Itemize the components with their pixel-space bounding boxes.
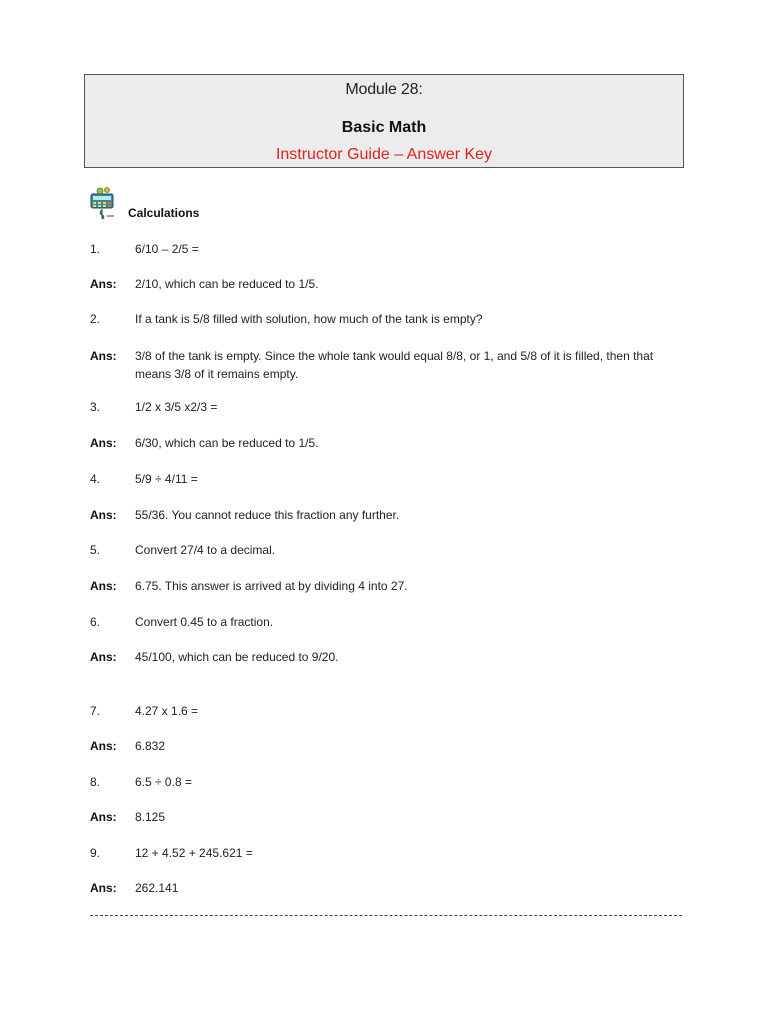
answer-text: 262.141 [135,881,179,895]
answer-text: 6.75. This answer is arrived at by dividing 4 into 27. [135,579,408,593]
module-number: Module 28: [345,81,423,98]
calculator-money-icon [88,186,122,220]
question-number: 8. [90,775,101,789]
document-title: Basic Math [341,119,427,136]
dashed-divider [90,915,682,916]
answer-text: 2/10, which can be reduced to 1/5. [135,277,319,291]
question-text: 6/10 – 2/5 = [135,242,199,256]
module-header-box [84,74,684,168]
question-number: 5. [90,543,101,557]
answer-text: 6.832 [135,739,166,753]
question-text: 4.27 x 1.6 = [135,704,199,718]
answer-label: Ans: [90,508,117,522]
answer-text: 3/8 of the tank is empty. Since the whole tank would equal 8/8, or 1, and 5/8 of it is filled, then that means 3/8 of it remains empty. [135,349,654,381]
answer-label: Ans: [90,349,117,363]
answer-text: 55/36. You cannot reduce this fraction any further. [135,508,400,522]
question-number: 9. [90,846,101,860]
question-number: 2. [90,312,101,326]
question-text: 12 + 4.52 + 245.621 = [135,846,253,860]
answer-label: Ans: [90,579,117,593]
section-label: Calculations [128,206,200,220]
question-text: 1/2 x 3/5 x2/3 = [135,400,218,414]
question-number: 1. [90,242,101,256]
answer-label: Ans: [90,810,117,824]
answer-text: 6/30, which can be reduced to 1/5. [135,436,319,450]
question-text: Convert 0.45 to a fraction. [135,615,274,629]
answer-label: Ans: [90,277,117,291]
question-number: 6. [90,615,101,629]
question-text: Convert 27/4 to a decimal. [135,543,276,557]
answer-label: Ans: [90,739,117,753]
answer-label: Ans: [90,436,117,450]
answer-label: Ans: [90,650,117,664]
answer-label: Ans: [90,881,117,895]
question-text: If a tank is 5/8 filled with solution, how much of the tank is empty? [135,312,483,326]
question-text: 5/9 ÷ 4/11 = [135,472,198,486]
question-number: 3. [90,400,101,414]
answer-text: 8.125 [135,810,166,824]
question-text: 6.5 ÷ 0.8 = [135,775,192,789]
question-number: 4. [90,472,101,486]
document-subtitle: Instructor Guide – Answer Key [275,146,493,163]
question-number: 7. [90,704,101,718]
answer-text: 45/100, which can be reduced to 9/20. [135,650,339,664]
